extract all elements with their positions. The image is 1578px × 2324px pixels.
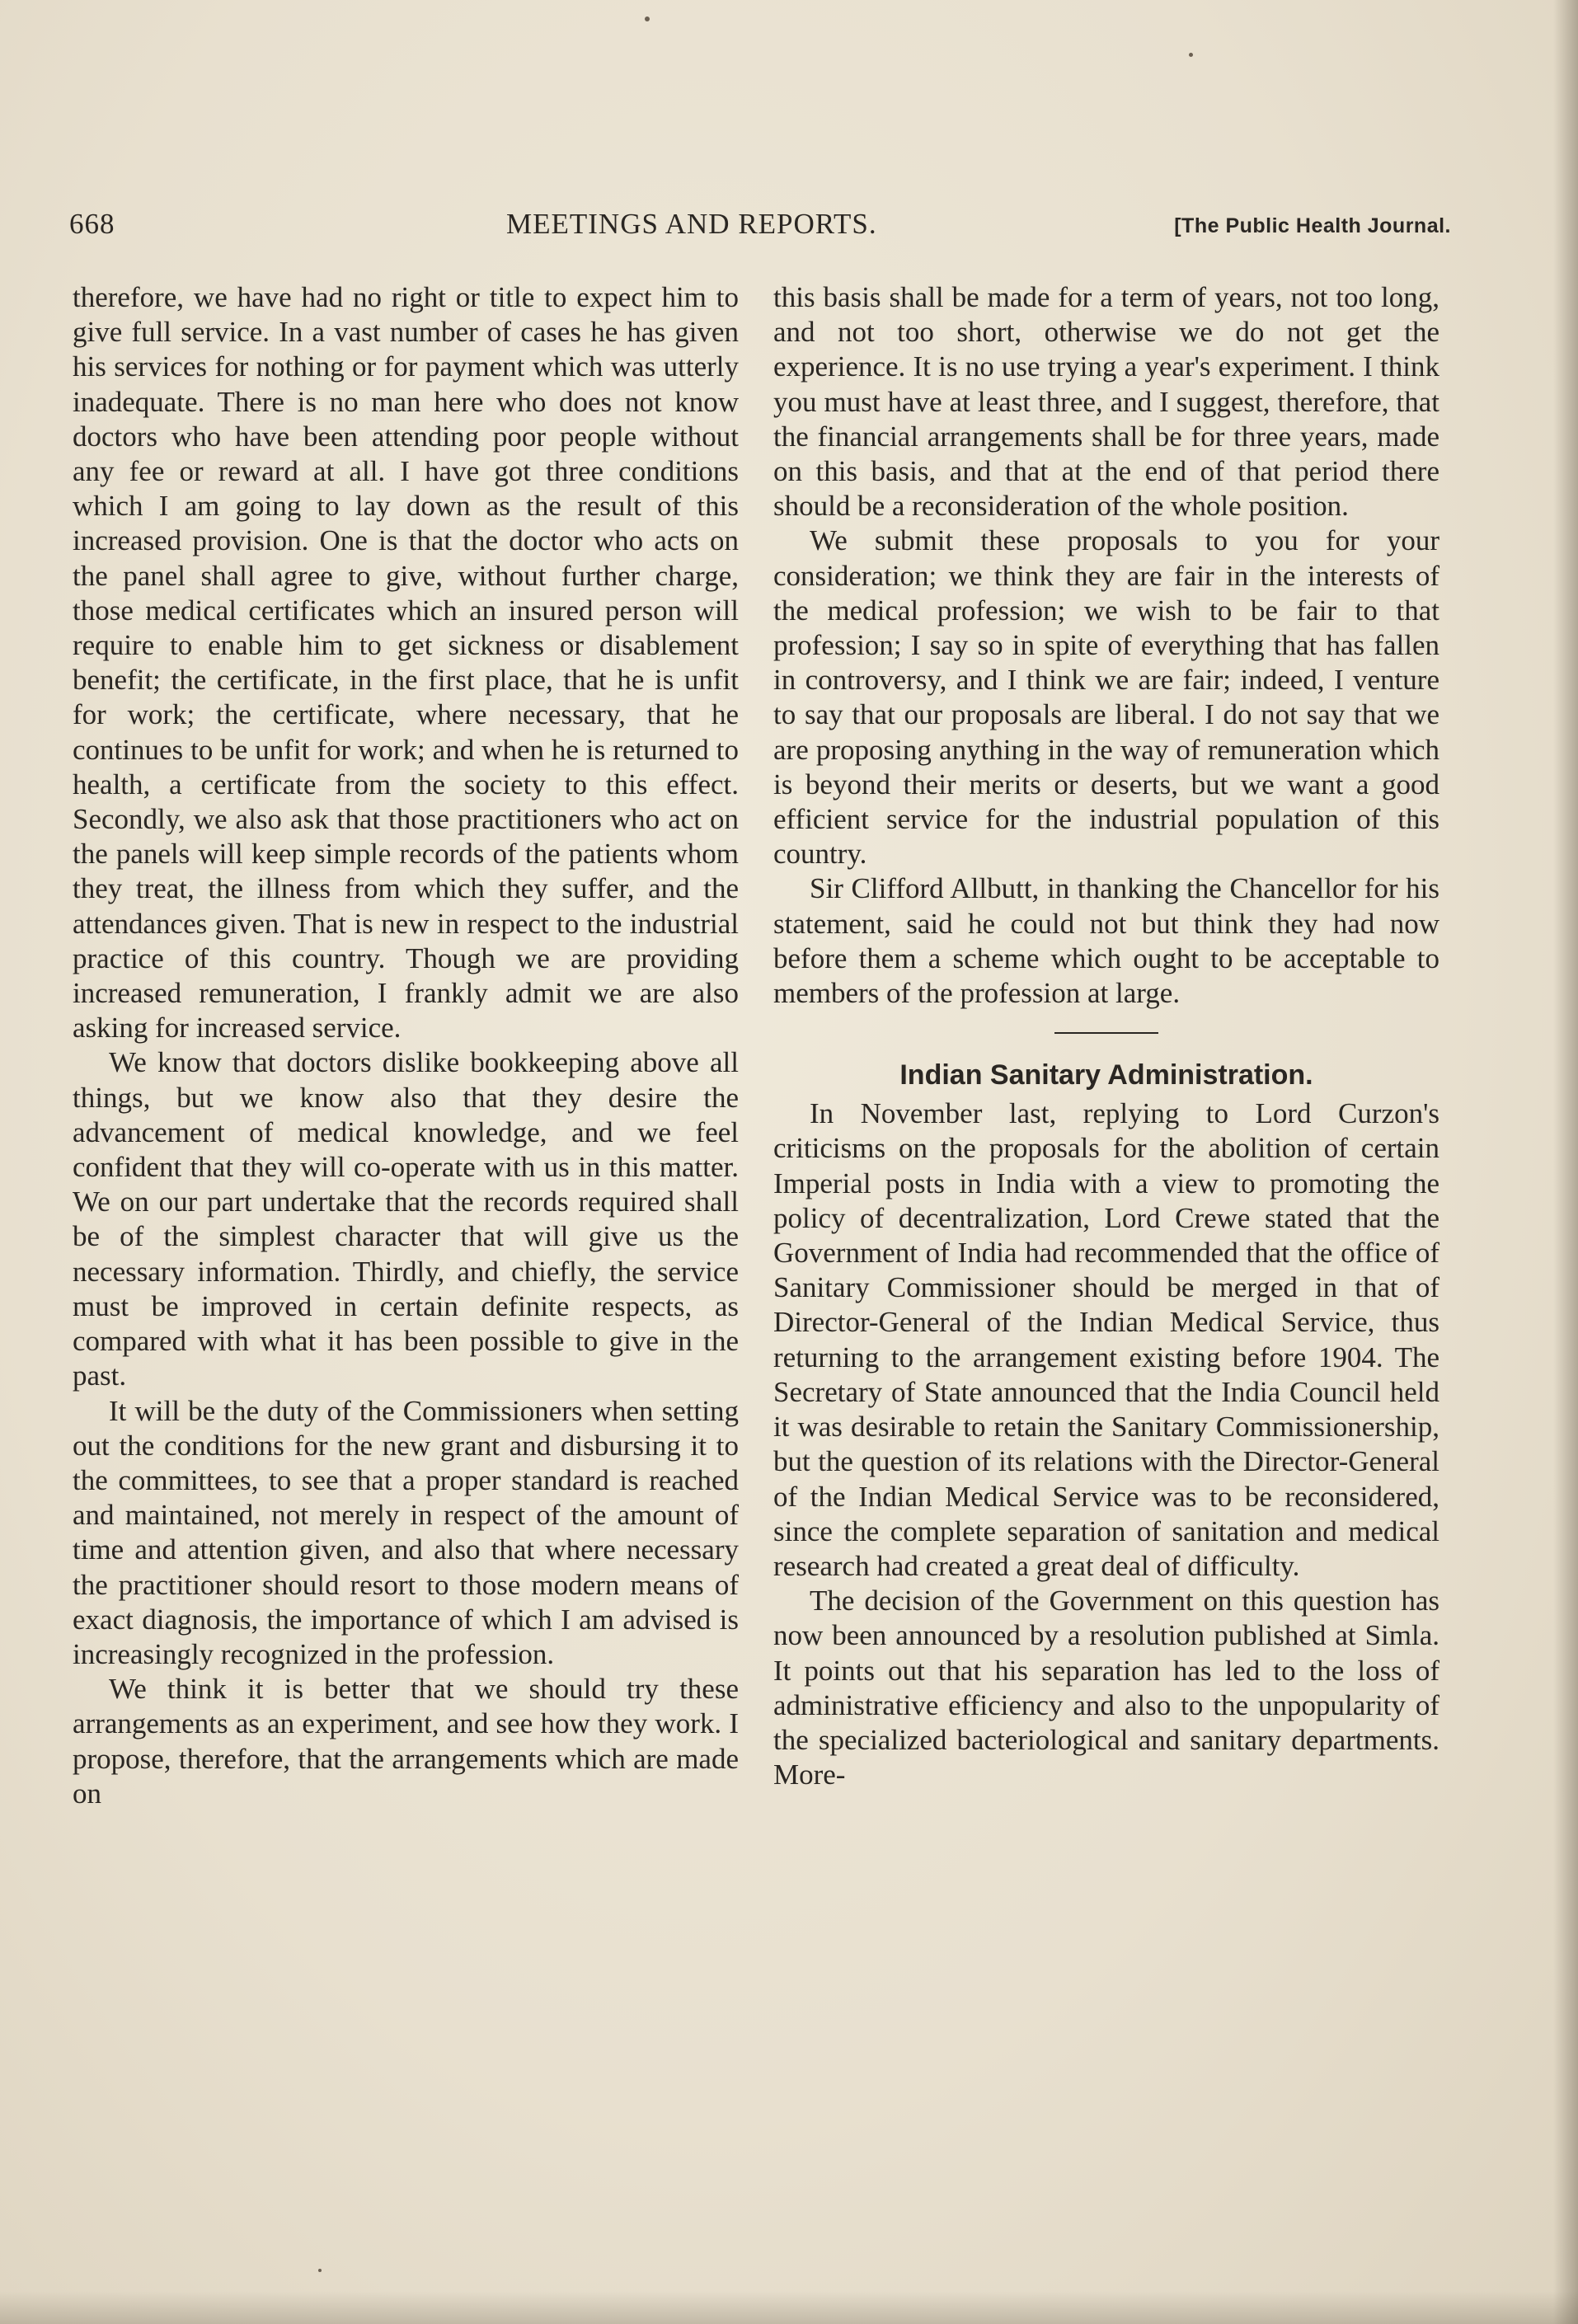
paragraph: It will be the duty of the Commissioners when setting out the conditions for the new grant and disbursing it to the committees, to see that a proper standard is reached and maintained, not merely in respect of the amount of time and attention given, and also that where necessary the practitioner should resort to those modern means of exact diagnosis, the importance of which I am advised is increasingly recognized in the profession. (73, 1394, 739, 1670)
paragraph: In November last, replying to Lord Curzon's criticisms on the proposals for the abolition of certain Imperial posts in India with a view to promoting the policy of decentralization, Lord Crewe stated that the Government of India had recommended that the office of Sanitary Commissioner should be merged in that of Director-General of the Indian Medical Service, thus returning to the arrangement existing before 1904. The Secretary of State announced that the India Council held it was desirable to retain the Sanitary Commissionership, but the question of its relations with the Director-General of the Indian Medical Service was to be reconsidered, since the complete separation of sanitation and medical research had created a great deal of difficulty. (773, 1097, 1439, 1582)
paragraph: We think it is better that we should try these arrangements as an experiment, and see how they work. I propose, therefore, that the arrangements which are made on (73, 1673, 739, 1810)
right-column (773, 280, 1439, 1792)
page-number: 668 (69, 208, 115, 240)
section-heading: Indian Sanitary Administration. (899, 1059, 1313, 1092)
page-bottom-shadow (0, 2291, 1578, 2324)
journal-name: [The Public Health Journal. (1174, 214, 1451, 237)
page-header (69, 208, 1451, 249)
paper-speck (645, 16, 650, 21)
paper-speck (318, 2269, 322, 2272)
paper-speck (1189, 53, 1193, 57)
paragraph: We know that doctors dislike bookkeeping above all things, but we know also that they desire the advancement of medical knowledge, and we feel confident that they will co-operate with us in this matter. We on our part undertake that the records required shall be of the simplest character that will give us the necessary information. Thirdly, and chiefly, the service must be improved in certain definite respects, as compared with what it has been possible to give in the past. (73, 1046, 739, 1392)
left-column (73, 280, 739, 1811)
paragraph: The decision of the Government on this question has now been announced by a resolution published at Simla. It points out that his separation has led to the loss of administrative efficiency and also to the unpopularity of the specialized bacteriological and sanitary departments. More- (773, 1585, 1439, 1791)
paragraph: Sir Clifford Allbutt, in thanking the Chancellor for his statement, said he could not but think they had now before them a scheme which ought to be acceptable to members of the profession at large. (773, 872, 1439, 1010)
page-edge-shadow (1553, 0, 1578, 2324)
section-divider (1054, 1032, 1158, 1034)
paragraph: We submit these proposals to you for your consideration; we think they are fair in the interests of the medical profession; we wish to be fair to that profession; I say so in spite of everything that has fallen in controversy, and I think we are fair; indeed, I venture to say that our proposals are liberal. I do not say that we are proposing anything in the way of remuneration which is beyond their merits or deserts, but we want a good efficient service for the industrial population of this country. (773, 524, 1439, 871)
paragraph: this basis shall be made for a term of years, not too long, and not too short, otherwise we do not get the experience. It is no use trying a year's experiment. I think you must have at least three, and I suggest, therefore, that the financial arrangements shall be for three years, made on this basis, and that at the end of that period there should be a reconsideration of the whole position. (773, 281, 1439, 523)
paragraph: therefore, we have had no right or title to expect him to give full service. In a vast number of cases he has given his services for nothing or for payment which was utterly inadequate. There is no man here who does not know doctors who have been attending poor people without any fee or reward at all. I have got three conditions which I am going to lay down as the result of this increased provision. One is that the doctor who acts on the panel shall agree to give, without further charge, those medical certificates which an insured person will require to enable him to get sickness or disablement benefit; the certificate, in the first place, that he is unfit for work; the certificate, where necessary, that he continues to be unfit for work; and when he is returned to health, a certificate from the society to this effect. Secondly, we also ask that those practitioners who act on the panels will keep simple records of the patients whom they treat, the illness from which they suffer, and the attendances given. That is new in respect to the industrial practice of this country. Though we are providing increased remuneration, I frankly admit we are also asking for increased service. (73, 281, 739, 1045)
running-title: MEETINGS AND REPORTS. (506, 208, 877, 240)
